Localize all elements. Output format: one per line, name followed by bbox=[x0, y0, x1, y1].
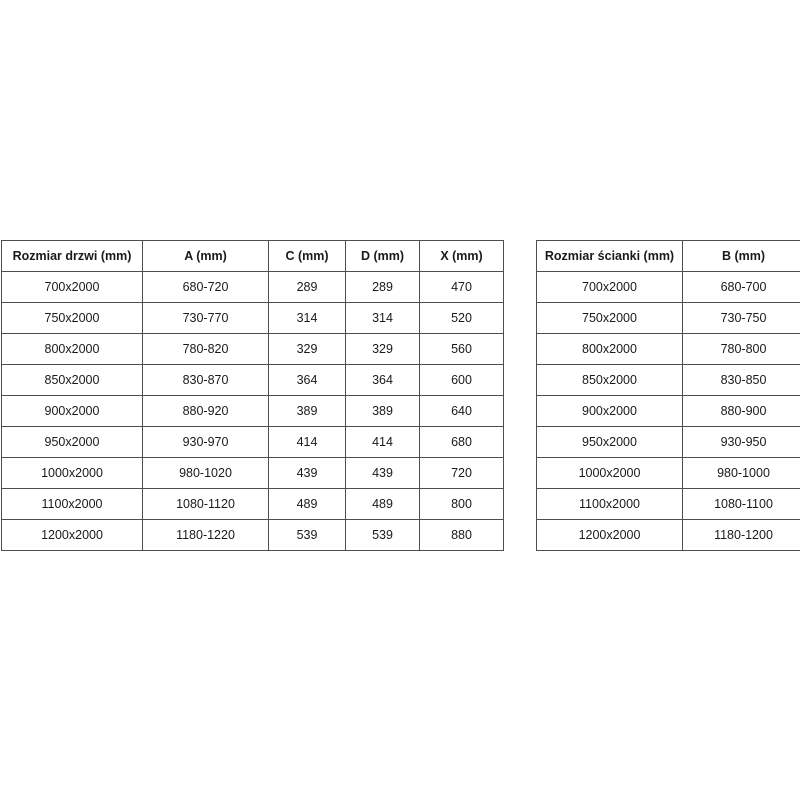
table-row bbox=[537, 303, 800, 334]
table-cell: 414 bbox=[346, 427, 420, 458]
table-cell: 640 bbox=[420, 396, 504, 427]
table-row bbox=[537, 365, 800, 396]
table-cell: 730-750 bbox=[683, 303, 800, 334]
table-cell: 364 bbox=[269, 365, 346, 396]
table-cell: 680-700 bbox=[683, 272, 800, 303]
table-cell: 800x2000 bbox=[2, 334, 143, 365]
table-row bbox=[2, 365, 504, 396]
table-cell: 329 bbox=[269, 334, 346, 365]
wall-table-header bbox=[537, 241, 800, 272]
table-row bbox=[537, 396, 800, 427]
table-cell: 830-850 bbox=[683, 365, 800, 396]
table-cell: 880 bbox=[420, 520, 504, 551]
table-cell: 1100x2000 bbox=[537, 489, 683, 520]
table-cell: 700x2000 bbox=[2, 272, 143, 303]
column-header: X (mm) bbox=[420, 241, 504, 272]
table-cell: 520 bbox=[420, 303, 504, 334]
table-row bbox=[2, 396, 504, 427]
table-cell: 750x2000 bbox=[2, 303, 143, 334]
table-cell: 980-1020 bbox=[143, 458, 269, 489]
table-cell: 364 bbox=[346, 365, 420, 396]
table-cell: 314 bbox=[346, 303, 420, 334]
table-cell: 900x2000 bbox=[2, 396, 143, 427]
table-cell: 830-870 bbox=[143, 365, 269, 396]
wall-table-body bbox=[537, 272, 800, 551]
table-cell: 850x2000 bbox=[537, 365, 683, 396]
table-row bbox=[537, 272, 800, 303]
table-cell: 720 bbox=[420, 458, 504, 489]
table-row bbox=[2, 489, 504, 520]
header-row bbox=[2, 241, 504, 272]
table-cell: 800x2000 bbox=[537, 334, 683, 365]
table-cell: 780-800 bbox=[683, 334, 800, 365]
table-cell: 680 bbox=[420, 427, 504, 458]
table-cell: 329 bbox=[346, 334, 420, 365]
table-cell: 800 bbox=[420, 489, 504, 520]
table-row bbox=[2, 427, 504, 458]
table-cell: 900x2000 bbox=[537, 396, 683, 427]
table-cell: 950x2000 bbox=[2, 427, 143, 458]
table-row bbox=[2, 520, 504, 551]
wall-size-table bbox=[536, 240, 800, 551]
table-cell: 880-900 bbox=[683, 396, 800, 427]
column-header: C (mm) bbox=[269, 241, 346, 272]
table-row bbox=[2, 334, 504, 365]
table-cell: 1000x2000 bbox=[537, 458, 683, 489]
table-cell: 289 bbox=[346, 272, 420, 303]
table-cell: 1080-1100 bbox=[683, 489, 800, 520]
table-cell: 600 bbox=[420, 365, 504, 396]
table-cell: 389 bbox=[346, 396, 420, 427]
table-cell: 289 bbox=[269, 272, 346, 303]
table-cell: 389 bbox=[269, 396, 346, 427]
table-cell: 560 bbox=[420, 334, 504, 365]
table-cell: 470 bbox=[420, 272, 504, 303]
table-row bbox=[2, 458, 504, 489]
table-cell: 700x2000 bbox=[537, 272, 683, 303]
table-row bbox=[537, 427, 800, 458]
table-row bbox=[537, 334, 800, 365]
table-cell: 1180-1200 bbox=[683, 520, 800, 551]
table-cell: 1000x2000 bbox=[2, 458, 143, 489]
table-cell: 1180-1220 bbox=[143, 520, 269, 551]
door-table-header bbox=[2, 241, 504, 272]
table-cell: 414 bbox=[269, 427, 346, 458]
table-row bbox=[2, 303, 504, 334]
table-cell: 980-1000 bbox=[683, 458, 800, 489]
door-table-body bbox=[2, 272, 504, 551]
table-cell: 489 bbox=[346, 489, 420, 520]
table-cell: 489 bbox=[269, 489, 346, 520]
table-cell: 1100x2000 bbox=[2, 489, 143, 520]
column-header: Rozmiar drzwi (mm) bbox=[2, 241, 143, 272]
table-row bbox=[537, 520, 800, 551]
table-cell: 950x2000 bbox=[537, 427, 683, 458]
table-cell: 780-820 bbox=[143, 334, 269, 365]
table-cell: 850x2000 bbox=[2, 365, 143, 396]
table-cell: 539 bbox=[346, 520, 420, 551]
door-size-table bbox=[1, 240, 504, 551]
table-row bbox=[537, 458, 800, 489]
column-header: A (mm) bbox=[143, 241, 269, 272]
table-cell: 439 bbox=[269, 458, 346, 489]
table-cell: 880-920 bbox=[143, 396, 269, 427]
table-cell: 314 bbox=[269, 303, 346, 334]
table-cell: 930-970 bbox=[143, 427, 269, 458]
table-row bbox=[537, 489, 800, 520]
table-row bbox=[2, 272, 504, 303]
column-header: B (mm) bbox=[683, 241, 800, 272]
column-header: D (mm) bbox=[346, 241, 420, 272]
table-cell: 750x2000 bbox=[537, 303, 683, 334]
header-row bbox=[537, 241, 800, 272]
table-cell: 930-950 bbox=[683, 427, 800, 458]
table-cell: 539 bbox=[269, 520, 346, 551]
column-header: Rozmiar ścianki (mm) bbox=[537, 241, 683, 272]
table-cell: 439 bbox=[346, 458, 420, 489]
table-cell: 1200x2000 bbox=[2, 520, 143, 551]
table-cell: 730-770 bbox=[143, 303, 269, 334]
table-cell: 1200x2000 bbox=[537, 520, 683, 551]
table-cell: 680-720 bbox=[143, 272, 269, 303]
table-cell: 1080-1120 bbox=[143, 489, 269, 520]
